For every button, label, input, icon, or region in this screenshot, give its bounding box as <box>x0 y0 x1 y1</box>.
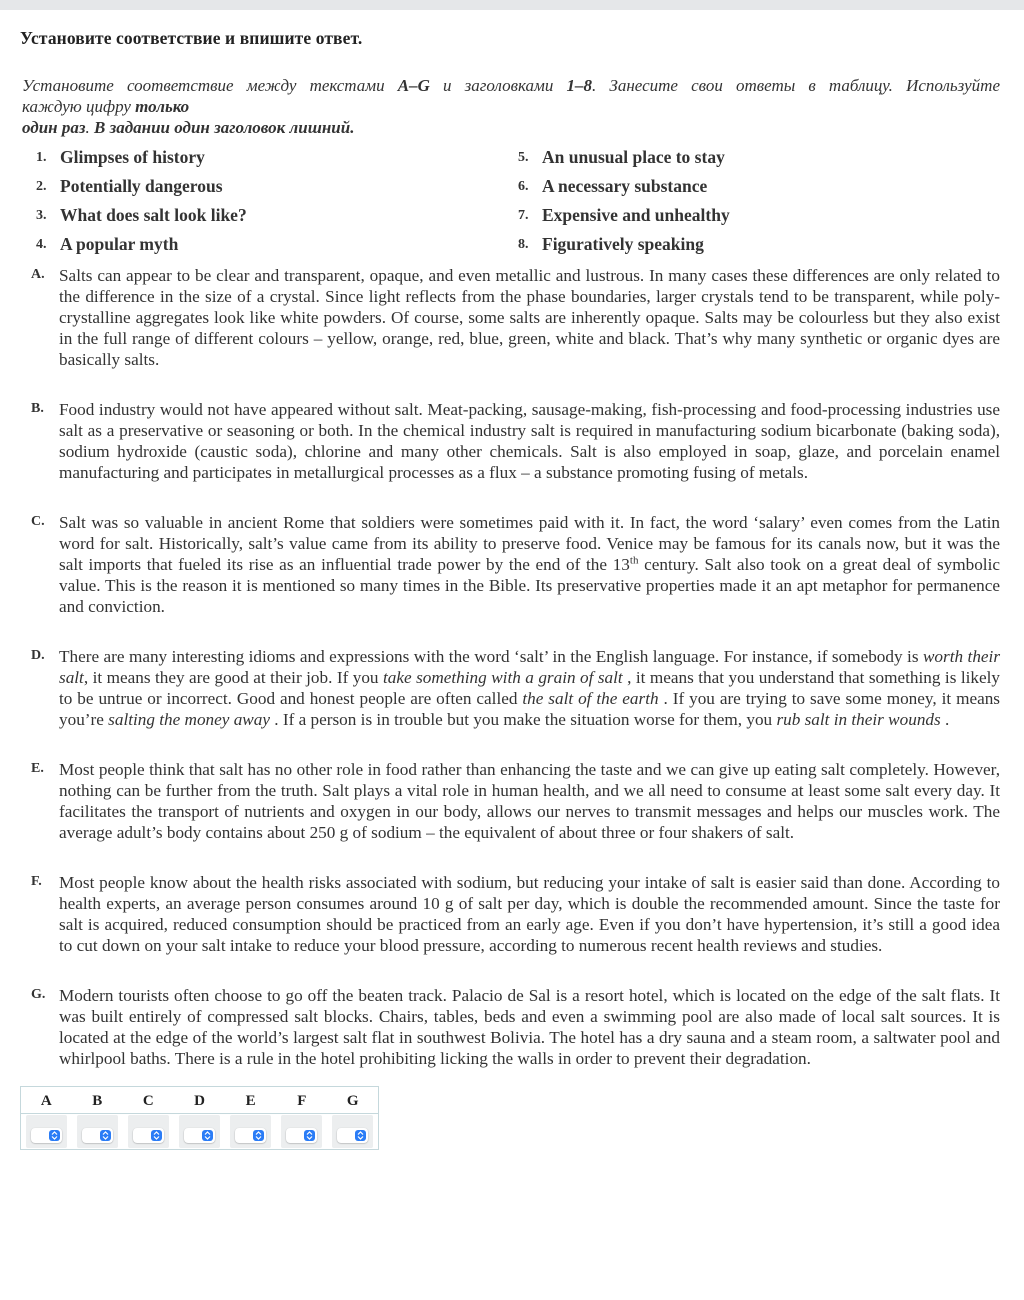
answer-select-wrapper <box>128 1115 169 1148</box>
heading-text: Glimpses of history <box>60 147 205 167</box>
instructions-text: и заголовками <box>429 76 567 95</box>
instructions-text: каждую цифру <box>22 97 136 116</box>
instructions-line-1 <box>22 75 1000 96</box>
answer-cell-c <box>123 1114 174 1150</box>
idiom-text: take something with a grain of salt <box>383 668 623 687</box>
column-header-e: E <box>225 1087 276 1114</box>
column-header-d: D <box>174 1087 225 1114</box>
heading-text: Expensive and unhealthy <box>542 205 730 225</box>
column-header-a: A <box>21 1087 72 1114</box>
text-body <box>59 512 1000 617</box>
text-item-d <box>31 646 1000 730</box>
text-item-b <box>31 399 1000 483</box>
answer-select-c[interactable] <box>133 1128 164 1143</box>
column-header-f: F <box>276 1087 327 1114</box>
heading-item <box>518 234 1000 263</box>
heading-text: Figuratively speaking <box>542 234 704 254</box>
instructions-range-headings: 1–8 <box>566 76 593 95</box>
idiom-text: rub salt in their wounds <box>776 710 941 729</box>
task-title: Установите соответствие и впишите ответ. <box>20 28 363 48</box>
idiom-text: the salt of the earth <box>522 689 659 708</box>
text-letter: B. <box>31 401 44 416</box>
answer-cell-d <box>174 1114 225 1150</box>
column-header-g: G <box>327 1087 378 1114</box>
answer-select-wrapper <box>230 1115 271 1148</box>
text-item-e <box>31 759 1000 843</box>
instructions-text: Установите соответствие между текстами <box>22 76 398 95</box>
text-body: Food industry would not have appeared without salt. Meat-packing, sausage-making, fish-processing and food-processing industries use salt as a preservative or seasoning or both. In the chemical industry salt is required in manufacturing sodium bicarbonate (baking soda), sodium hydroxide (caustic soda), chlorine and many other chemicals. Salt is also employed in soap, glaze, and porcelain enamel manufacturing and participates in metallurgical processes as a flux – a substance promoting fusing of metals. <box>59 400 1000 482</box>
heading-text: A popular myth <box>60 234 179 254</box>
body-text: , it means they are good at their job. If you <box>83 668 383 687</box>
answer-table-header <box>21 1087 379 1114</box>
updown-chevron-icon <box>202 1130 213 1141</box>
heading-item <box>518 205 1000 234</box>
body-text: century. Salt also took on a great deal of symbolic value. This is the reason it is mentioned so many times in the Bible. Its preservative properties made it an apt metaphor for permanence and conviction. <box>59 555 1000 616</box>
answer-select-e[interactable] <box>235 1128 266 1143</box>
column-header-c: C <box>123 1087 174 1114</box>
instructions-emphasis: один раз <box>22 118 86 137</box>
texts-list <box>22 265 1000 1069</box>
updown-chevron-icon <box>151 1130 162 1141</box>
text-item-g <box>31 985 1000 1069</box>
heading-item <box>518 147 1000 176</box>
instructions-line-2 <box>22 96 1000 117</box>
instructions-emphasis: В задании один заголовок лишний <box>93 118 351 137</box>
heading-number: 6. <box>518 179 529 194</box>
heading-number: 2. <box>36 179 47 194</box>
text-body: Most people think that salt has no other role in food rather than enhancing the taste and we can give up eating salt completely. However, nothing can be further from the truth. Salt plays a vital role in human health, and we all need to consume at least some salt every day. It facilitates the transport of nutrients and oxygen in our body, allows our nerves to transmit messages and helps our muscles work. The average adult’s body contains about 250 g of sodium – the equivalent of about three or four shakers of salt. <box>59 760 1000 842</box>
heading-item <box>36 205 518 234</box>
answer-select-wrapper <box>332 1115 373 1148</box>
heading-number: 4. <box>36 237 47 252</box>
heading-number: 7. <box>518 208 529 223</box>
heading-text: Potentially dangerous <box>60 176 223 196</box>
answer-select-wrapper <box>179 1115 220 1148</box>
body-text: . If you are trying to save some money, it means you’re <box>59 689 1000 729</box>
headings-column-left <box>36 147 518 263</box>
text-letter: A. <box>31 267 45 282</box>
updown-chevron-icon <box>253 1130 264 1141</box>
instructions-emphasis: только <box>135 97 190 116</box>
updown-chevron-icon <box>100 1130 111 1141</box>
instructions-text: . <box>85 118 94 137</box>
answer-cell-g <box>327 1114 378 1150</box>
text-body: Most people know about the health risks associated with sodium, but reducing your intake of salt is easier said than done. According to health experts, an average person consumes around 10 g of salt per day, which is double the recommended amount. Since the taste for salt is acquired, reduced consumption should be practiced from an early age. Even if you don’t have hypertension, it’s still a good idea to cut down on your salt intake to reduce your blood pressure, according to numerous recent health reviews and studies. <box>59 873 1000 955</box>
answer-table <box>20 1086 379 1150</box>
heading-number: 8. <box>518 237 529 252</box>
heading-text: What does salt look like? <box>60 205 247 225</box>
updown-chevron-icon <box>304 1130 315 1141</box>
heading-item <box>36 176 518 205</box>
heading-item <box>36 234 518 263</box>
text-item-c <box>31 512 1000 617</box>
heading-item <box>36 147 518 176</box>
text-letter: G. <box>31 987 46 1002</box>
answer-select-f[interactable] <box>286 1128 317 1143</box>
column-header-b: B <box>72 1087 123 1114</box>
body-text: , it means that you understand that something is likely to be untrue or incorrect. Good and honest people are often called <box>59 668 1000 708</box>
body-text: There are many interesting idioms and expressions with the word ‘salt’ in the English language. For instance, if somebody is <box>59 647 923 666</box>
body-text: Salt was so valuable in ancient Rome that soldiers were sometimes paid with it. In fact, the word ‘salary’ even comes from the Latin word for salt. Historically, salt’s value came from its ability to preserve food. Venice may be famous for its canals now, but it was the salt imports that fueled its rise as an influential trade power by the end of the 13 <box>59 513 1000 574</box>
headings-list <box>36 147 1000 263</box>
instructions-line-3 <box>22 117 1000 138</box>
answer-cell-a <box>21 1114 72 1150</box>
heading-number: 5. <box>518 150 529 165</box>
updown-chevron-icon <box>49 1130 60 1141</box>
answer-table-row <box>21 1114 379 1150</box>
body-text: . <box>940 710 950 729</box>
answer-select-wrapper <box>281 1115 322 1148</box>
idiom-text: salting the money away <box>108 710 270 729</box>
text-body: Salts can appear to be clear and transparent, opaque, and even metallic and lustrous. In many cases these differences are only related to the difference in the size of a crystal. Since light reflects from the phase boundaries, larger crystals tend to be transparent, while poly-crystalline aggregates look like white powders. Of course, some salts are inherently opaque. Salts may be colourless but they also exist in the full range of different colours – yellow, orange, red, blue, green, white and black. That’s why many synthetic or organic dyes are basically salts. <box>59 266 1000 369</box>
answer-select-a[interactable] <box>31 1128 62 1143</box>
text-body <box>59 646 1000 730</box>
heading-item <box>518 176 1000 205</box>
answer-cell-f <box>276 1114 327 1150</box>
answer-cell-e <box>225 1114 276 1150</box>
heading-number: 3. <box>36 208 47 223</box>
instructions-range-texts: A–G <box>397 76 430 95</box>
headings-column-right <box>518 147 1000 263</box>
text-letter: C. <box>31 514 45 529</box>
instructions-text: . <box>350 118 355 137</box>
answer-select-wrapper <box>77 1115 118 1148</box>
answer-select-g[interactable] <box>337 1128 368 1143</box>
instructions-text: . Занесите свои ответы в таблицу. Используйте <box>592 76 1001 95</box>
superscript-text: th <box>629 554 639 567</box>
text-item-f <box>31 872 1000 956</box>
answer-select-wrapper <box>26 1115 67 1148</box>
answer-select-d[interactable] <box>184 1128 215 1143</box>
top-bar <box>0 0 1024 10</box>
text-letter: F. <box>31 874 42 889</box>
answer-cell-b <box>72 1114 123 1150</box>
text-letter: E. <box>31 761 44 776</box>
text-body: Modern tourists often choose to go off the beaten track. Palacio de Sal is a resort hotel, which is located on the edge of the salt flats. It was built entirely of compressed salt blocks. Chairs, tables, beds and even a swimming pool are also made of local salt sources. It is located at the edge of the world’s largest salt flat in southwest Bolivia. The hotel has a dry sauna and a steam room, a saltwater pool and whirlpool baths. There is a rule in the hotel prohibiting licking the walls in order to prevent their degradation. <box>59 986 1000 1068</box>
body-text: . If a person is in trouble but you make the situation worse for them, you <box>269 710 777 729</box>
task-content <box>0 28 1024 1150</box>
task-instructions <box>22 75 1000 138</box>
updown-chevron-icon <box>355 1130 366 1141</box>
heading-number: 1. <box>36 150 47 165</box>
idiom-text: worth their salt <box>59 647 1001 687</box>
answer-select-b[interactable] <box>82 1128 113 1143</box>
heading-text: A necessary substance <box>542 176 708 196</box>
text-letter: D. <box>31 648 45 663</box>
heading-text: An unusual place to stay <box>542 147 725 167</box>
text-item-a <box>31 265 1000 370</box>
